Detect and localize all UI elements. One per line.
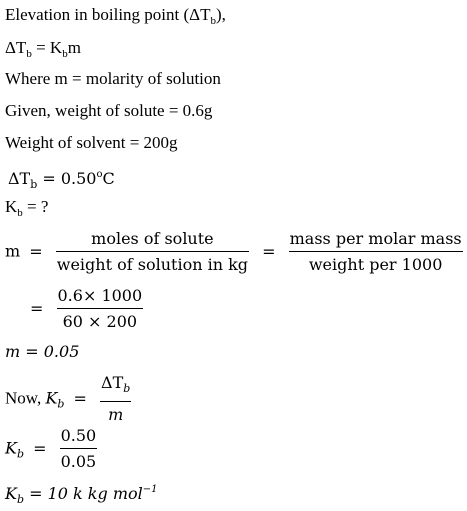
line-weight-of-solvent: Weight of solvent = 200g	[5, 133, 178, 152]
kb-value-fraction: $\frac{0.50}{0.05}$	[60, 426, 97, 471]
line-elevation-definition: Elevation in boiling point $(\Delta T_b)$,	[5, 5, 226, 27]
molarity-fraction-2: $\frac{\text{mass per molar mass}}{\text{weight per 1000}}$	[289, 229, 462, 274]
line-molarity-fraction: m = $\frac{\text{moles of solute}}{\text{weight of solution in kg}}$ = $\frac{\text{mass per molar mass}}{\text{weight per 1000}}$	[5, 229, 462, 274]
line-weight-of-solute: Given, weight of solute = 0.6g	[5, 101, 213, 120]
fraction-bar	[57, 308, 144, 309]
line-formula-delta-tb: $\Delta T_b = K_bm$	[5, 38, 81, 60]
line-kb-result: $K_b = 10$ k kg mol$^{-1}$	[5, 484, 158, 506]
kb-fraction: $\frac{\Delta T_b}{m}$	[101, 373, 131, 424]
line-delta-tb-value: $\Delta T_b = 0.50^oC$	[8, 169, 115, 191]
line-m-result: m = 0.05	[5, 342, 80, 361]
molarity-fraction-1: $\frac{\text{moles of solute}}{\text{weight of solution in kg}}$	[56, 229, 249, 274]
line-kb-formula: Now, $K_b$ = $\frac{\Delta T_b}{m}$	[5, 373, 131, 424]
fraction-bar	[60, 448, 98, 449]
line-numeric-fraction: = $\frac{0.6\times 1000}{60 \times 200}$	[30, 286, 143, 331]
numeric-fraction: $\frac{0.6\times 1000}{60 \times 200}$	[57, 286, 143, 331]
fraction-bar	[289, 251, 463, 252]
line-kb-unknown: $K_b$ = ?	[5, 197, 49, 219]
line-where-m: Where m = molarity of solution	[5, 69, 221, 88]
fraction-bar	[100, 401, 131, 402]
line-kb-substitution: $K_b$ = $\frac{0.50}{0.05}$	[5, 426, 97, 471]
fraction-bar	[56, 251, 249, 252]
